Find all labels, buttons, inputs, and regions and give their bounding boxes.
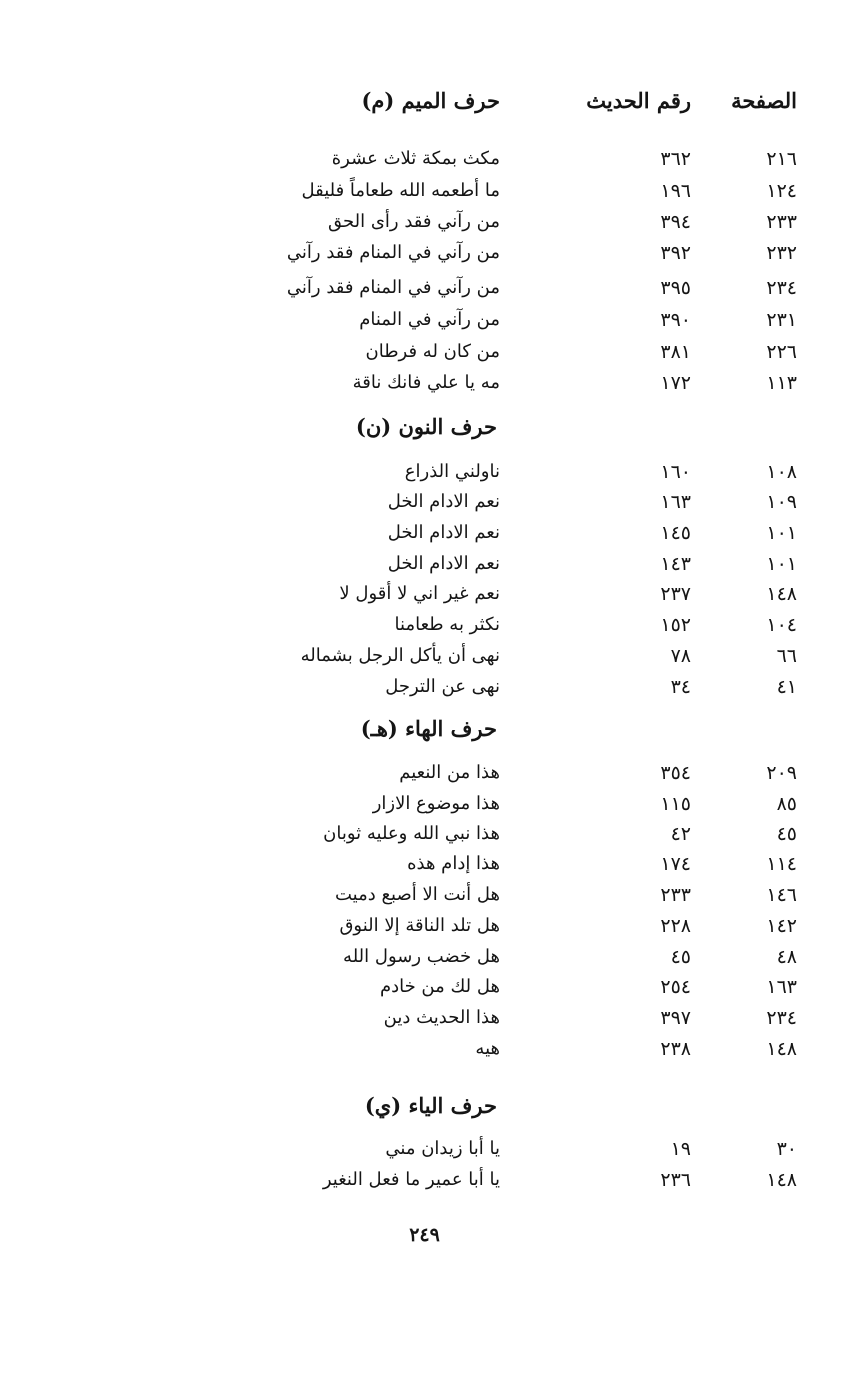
hadith-text: نعم غير اني لا أقول لا	[339, 583, 500, 604]
hadith-number: ٧٨	[670, 645, 691, 667]
hadith-number: ٣٩٠	[660, 309, 691, 331]
hadith-text: من رآني في المنام فقد رآني	[286, 242, 500, 263]
hadith-number: ١٦٠	[660, 461, 691, 483]
hadith-number: ٢٥٤	[660, 976, 691, 998]
page-number: ٤٨	[776, 946, 797, 968]
page-number: ١١٤	[766, 853, 797, 875]
hadith-text: من رآني فقد رأى الحق	[328, 211, 500, 232]
hadith-number: ١٧٤	[660, 853, 691, 875]
page-number: ١٤٨	[766, 1169, 797, 1191]
page-number-footer: ٢٤٩	[409, 1224, 440, 1246]
page-number: ٨٥	[776, 793, 797, 815]
page-number: ٢٢٦	[766, 341, 797, 363]
hadith-text: نهى أن يأكل الرجل بشماله	[300, 645, 500, 666]
section-title: حرف النون (ن)	[355, 414, 497, 439]
hadith-text: نعم الادام الخل	[387, 553, 500, 574]
section-title: حرف الياء (ي)	[364, 1093, 497, 1118]
hadith-number: ٢٣٨	[660, 1038, 691, 1060]
hadith-text: هيه	[475, 1038, 500, 1059]
page-number: ١٦٣	[766, 976, 797, 998]
page-number: ١١٣	[766, 372, 797, 394]
hadith-number: ٢٣٣	[660, 884, 691, 906]
hadith-text: هل لك من خادم	[379, 976, 500, 997]
hadith-number: ١٤٥	[660, 522, 691, 544]
hadith-text: من رآني في المنام	[359, 309, 500, 330]
page-number: ١٢٤	[766, 180, 797, 202]
hadith-text: مه يا علي فانك ناقة	[352, 372, 500, 393]
hadith-text: نكثر به طعامنا	[394, 614, 500, 635]
hadith-number: ١١٥	[660, 793, 691, 815]
page-number: ٢١٦	[766, 148, 797, 170]
hadith-text: هذا إدام هذه	[407, 853, 500, 874]
hadith-text: ناولني الذراع	[404, 461, 500, 482]
page-column-header: الصفحة	[731, 88, 797, 113]
hadith-number-column-header: رقم الحديث	[586, 88, 691, 113]
page-number: ١٤٨	[766, 1038, 797, 1060]
page-number: ١٠٤	[766, 614, 797, 636]
page-number: ٢٣١	[766, 309, 797, 331]
page-number: ٢٣٤	[766, 277, 797, 299]
hadith-number: ٤٥	[670, 946, 691, 968]
hadith-text: هذا نبي الله وعليه ثوبان	[323, 823, 500, 844]
hadith-text: هذا من النعيم	[399, 762, 500, 783]
page-number: ٤٥	[776, 823, 797, 845]
hadith-number: ٣٨١	[660, 341, 691, 363]
hadith-number: ٤٢	[670, 823, 691, 845]
page-number: ١٠١	[766, 553, 797, 575]
page-number: ١٠٨	[766, 461, 797, 483]
hadith-text: هذا موضوع الازار	[372, 793, 500, 814]
page-number: ١٤٨	[766, 583, 797, 605]
hadith-text: يا أبا عمير ما فعل النغير	[322, 1169, 500, 1190]
hadith-number: ٣٩٧	[660, 1007, 691, 1029]
hadith-number: ٢٣٧	[660, 583, 691, 605]
hadith-number: ١٤٣	[660, 553, 691, 575]
section-title: حرف الهاء (هـ)	[360, 716, 497, 741]
page-number: ٣٠	[776, 1138, 797, 1160]
page-number: ٢٣٤	[766, 1007, 797, 1029]
hadith-text: هل أنت الا أصبع دميت	[334, 884, 500, 905]
page-number: ١٤٦	[766, 884, 797, 906]
hadith-text: نهى عن الترجل	[385, 676, 500, 697]
hadith-number: ٣٥٤	[660, 762, 691, 784]
hadith-number: ١٦٣	[660, 491, 691, 513]
hadith-number: ٣٩٤	[660, 211, 691, 233]
page-number: ١٠١	[766, 522, 797, 544]
hadith-text: نعم الادام الخل	[387, 522, 500, 543]
page-number: ١٠٩	[766, 491, 797, 513]
page-number: ٤١	[776, 676, 797, 698]
hadith-text: من رآني في المنام فقد رآني	[286, 277, 500, 298]
hadith-number: ١٥٢	[660, 614, 691, 636]
section-title: حرف الميم (م)	[361, 88, 500, 113]
hadith-number: ١٧٢	[660, 372, 691, 394]
hadith-number: ٣٦٢	[660, 148, 691, 170]
page-number: ٦٦	[776, 645, 797, 667]
page-number: ٢٣٣	[766, 211, 797, 233]
hadith-text: نعم الادام الخل	[387, 491, 500, 512]
hadith-number: ٣٩٥	[660, 277, 691, 299]
hadith-number: ٢٢٨	[660, 915, 691, 937]
hadith-text: يا أبا زيدان مني	[385, 1138, 500, 1159]
hadith-text: هل خضب رسول الله	[343, 946, 500, 967]
hadith-number: ٣٤	[670, 676, 691, 698]
page-number: ٢٣٢	[766, 242, 797, 264]
page-number: ١٤٢	[766, 915, 797, 937]
hadith-text: هل تلد الناقة إلا النوق	[339, 915, 500, 936]
hadith-number: ١٩	[670, 1138, 691, 1160]
hadith-number: ١٩٦	[660, 180, 691, 202]
hadith-text: مكث بمكة ثلاث عشرة	[331, 148, 500, 169]
page-number: ٢٠٩	[766, 762, 797, 784]
hadith-number: ٣٩٢	[660, 242, 691, 264]
hadith-text: هذا الحديث دين	[383, 1007, 500, 1028]
hadith-text: ما أطعمه الله طعاماً فليقل	[301, 180, 500, 201]
hadith-text: من كان له فرطان	[365, 341, 500, 362]
hadith-number: ٢٣٦	[660, 1169, 691, 1191]
